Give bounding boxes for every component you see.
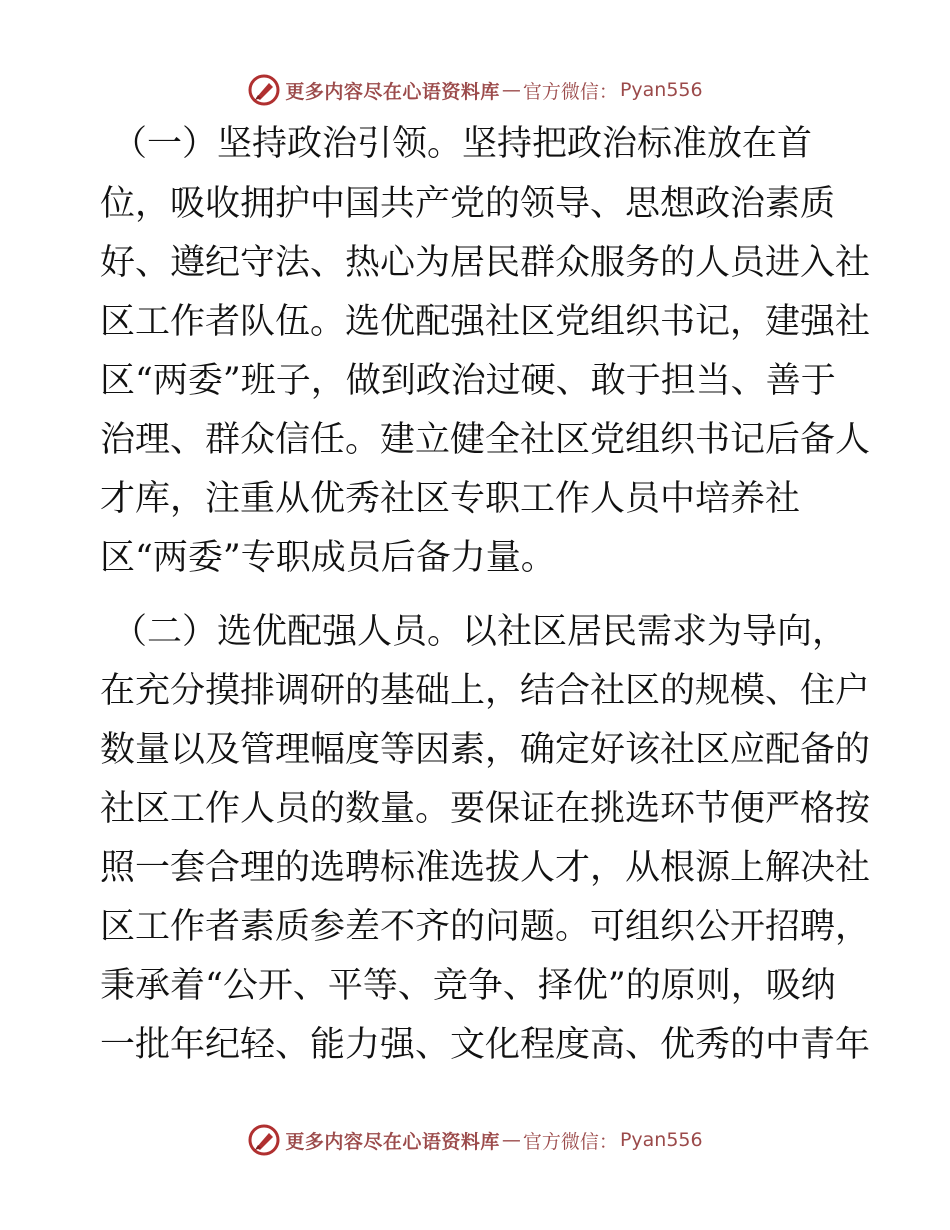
text-line: 在充分摸排调研的基础上，结合社区的规模、住户: [100, 671, 871, 711]
text-line: 区“两委”专职成员后备力量。: [100, 538, 556, 578]
text-line: 好、遵纪守法、热心为居民群众服务的人员进入社: [100, 243, 871, 283]
text-line: 数量以及管理幅度等因素，确定好该社区应配备的: [100, 730, 871, 770]
text-line: 位，吸收拥护中国共产党的领导、思想政治素质: [100, 184, 836, 224]
watermark-separator: —: [501, 1129, 521, 1151]
footer-watermark: [0, 1120, 950, 1160]
watermark-separator: —: [501, 79, 521, 101]
watermark-wechat-id: Pyan556: [619, 1129, 703, 1151]
text-line: 治理、群众信任。建立健全社区党组织书记后备人: [100, 420, 871, 460]
watermark-official-label: 官方微信：: [522, 1130, 618, 1153]
text-line: 区“两委”班子，做到政治过硬、敢于担当、善于: [100, 361, 836, 401]
text-line: 一批年纪轻、能力强、文化程度高、优秀的中青年: [100, 1025, 871, 1065]
pen-nib-logo-icon: [247, 73, 281, 107]
text-line: （二）选优配强人员。以社区居民需求为导向，: [112, 612, 848, 652]
watermark-main-text: 更多内容尽在心语资料库: [285, 1130, 500, 1153]
watermark-main-text: 更多内容尽在心语资料库: [285, 80, 500, 103]
text-line: 才库，注重从优秀社区专职工作人员中培养社: [100, 479, 801, 519]
text-line: 秉承着“公开、平等、竞争、择优”的原则，吸纳: [100, 966, 836, 1006]
text-line: 照一套合理的选聘标准选拔人才，从根源上解决社: [100, 848, 871, 888]
text-line: 区工作者队伍。选优配强社区党组织书记，建强社: [100, 302, 871, 342]
watermark-wechat-id: Pyan556: [619, 79, 703, 101]
watermark-official-label: 官方微信：: [522, 80, 618, 103]
text-line: 社区工作人员的数量。要保证在挑选环节便严格按: [100, 789, 871, 829]
header-watermark: [0, 70, 950, 110]
pen-nib-logo-icon: [247, 1123, 281, 1157]
text-line: （一）坚持政治引领。坚持把政治标准放在首: [112, 124, 813, 164]
text-line: 区工作者素质参差不齐的问题。可组织公开招聘，: [100, 907, 871, 947]
